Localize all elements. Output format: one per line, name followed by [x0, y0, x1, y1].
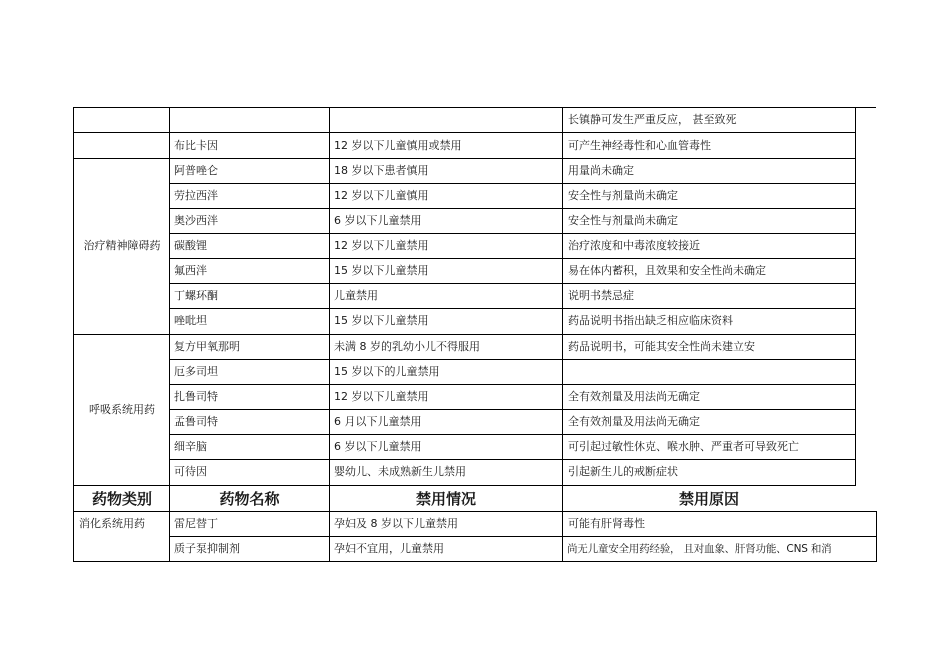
cell-situation: 15 岁以下的儿童禁用: [334, 365, 440, 378]
grid-hline: [169, 359, 856, 360]
cell-drug-name: 奥沙西泮: [174, 214, 218, 227]
cell-drug-name: 雷尼替丁: [174, 517, 218, 530]
cell-situation: 12 岁以下儿童慎用: [334, 189, 429, 202]
cell-drug-name: 厄多司坦: [174, 365, 218, 378]
grid-hline: [169, 384, 856, 385]
cell-situation: 12 岁以下儿童禁用: [334, 390, 429, 403]
cell-drug-name: 唑吡坦: [174, 314, 207, 327]
cell-reason: 药品说明书，可能其安全性尚未建立安: [568, 340, 755, 353]
cell-situation: 儿童禁用: [334, 289, 378, 302]
cell-drug-name: 丁螺环酮: [174, 289, 218, 302]
cell-reason: 全有效剂量及用法尚无确定: [568, 415, 700, 428]
grid-hline: [169, 308, 856, 309]
cell-reason: 药品说明书指出缺乏相应临床资料: [568, 314, 733, 327]
cell-drug-name: 扎鲁司特: [174, 390, 218, 403]
cell-reason: 说明书禁忌症: [568, 289, 634, 302]
cell-situation: 12 岁以下儿童慎用或禁用: [334, 139, 462, 152]
category-psych: 治疗精神障碍药: [83, 239, 161, 252]
cell-reason: 治疗浓度和中毒浓度较接近: [568, 239, 700, 252]
cell-reason: 可引起过敏性休克、喉水肿、严重者可导致死亡: [568, 440, 799, 453]
grid-hline: [73, 334, 856, 335]
grid-hline: [73, 132, 856, 133]
cell-drug-name: 可待因: [174, 465, 207, 478]
table-top-border: [73, 107, 856, 108]
cell-reason: 用量尚未确定: [568, 164, 634, 177]
cell-situation: 12 岁以下儿童禁用: [334, 239, 429, 252]
cell-drug-name: 复方甲氧那明: [174, 340, 240, 353]
cell-reason: 安全性与剂量尚未确定: [568, 214, 678, 227]
category-resp: 呼吸系统用药: [89, 403, 155, 416]
cell-situation: 婴幼儿、未成熟新生儿禁用: [334, 465, 466, 478]
cell-reason: 长镇静可发生严重反应， 甚至致死: [568, 113, 737, 126]
cell-situation: 6 月以下儿童禁用: [334, 415, 422, 428]
cell-situation: 孕妇及 8 岁以下儿童禁用: [334, 517, 458, 530]
grid-hline: [169, 434, 856, 435]
grid-hline: [169, 208, 856, 209]
cell-drug-name: 碳酸锂: [174, 239, 207, 252]
grid-hline: [169, 258, 856, 259]
table-top-border-ext: [856, 107, 876, 108]
grid-hline: [169, 459, 856, 460]
grid-hline: [73, 511, 877, 512]
cell-reason: 尚无儿童安全用药经验， 且对血象、肝肾功能、CNS 和消: [567, 543, 832, 555]
cell-reason: 可产生神经毒性和心血管毒性: [568, 139, 711, 152]
cell-situation: 15 岁以下儿童禁用: [334, 314, 429, 327]
grid-hline: [73, 158, 856, 159]
cell-situation: 6 岁以下儿童禁用: [334, 440, 422, 453]
header-drug-name: 药物名称: [219, 490, 280, 508]
cell-drug-name: 氟西泮: [174, 264, 207, 277]
grid-hline: [73, 485, 856, 486]
cell-situation: 18 岁以下患者慎用: [334, 164, 429, 177]
cell-drug-name: 质子泵抑制剂: [174, 542, 240, 555]
cell-situation: 15 岁以下儿童禁用: [334, 264, 429, 277]
cell-drug-name: 细辛脑: [174, 440, 207, 453]
grid-hline: [169, 233, 856, 234]
cell-situation: 6 岁以下儿童禁用: [334, 214, 422, 227]
cell-reason: 全有效剂量及用法尚无确定: [568, 390, 700, 403]
cell-situation: 未满 8 岁的乳幼小儿不得服用: [334, 340, 480, 353]
header-reason: 禁用原因: [678, 490, 739, 508]
cell-reason: 可能有肝肾毒性: [568, 517, 645, 530]
cell-drug-name: 孟鲁司特: [174, 415, 218, 428]
grid-hline: [169, 183, 856, 184]
cell-reason: 易在体内蓄积，且效果和安全性尚未确定: [568, 264, 766, 277]
cell-situation: 孕妇不宜用，儿童禁用: [334, 542, 444, 555]
grid-hline: [169, 409, 856, 410]
grid-hline: [169, 283, 856, 284]
cell-drug-name: 劳拉西泮: [174, 189, 218, 202]
cell-drug-name: 阿普唑仑: [174, 164, 218, 177]
grid-hline: [169, 536, 877, 537]
category-digest: 消化系统用药: [79, 517, 145, 530]
cell-reason: 引起新生儿的戒断症状: [568, 465, 678, 478]
grid-hline: [73, 561, 877, 562]
cell-reason: 安全性与剂量尚未确定: [568, 189, 678, 202]
header-category: 药物类别: [91, 490, 152, 508]
cell-drug-name: 布比卡因: [174, 139, 218, 152]
grid-vline: [855, 107, 856, 485]
header-situation: 禁用情况: [415, 490, 476, 508]
